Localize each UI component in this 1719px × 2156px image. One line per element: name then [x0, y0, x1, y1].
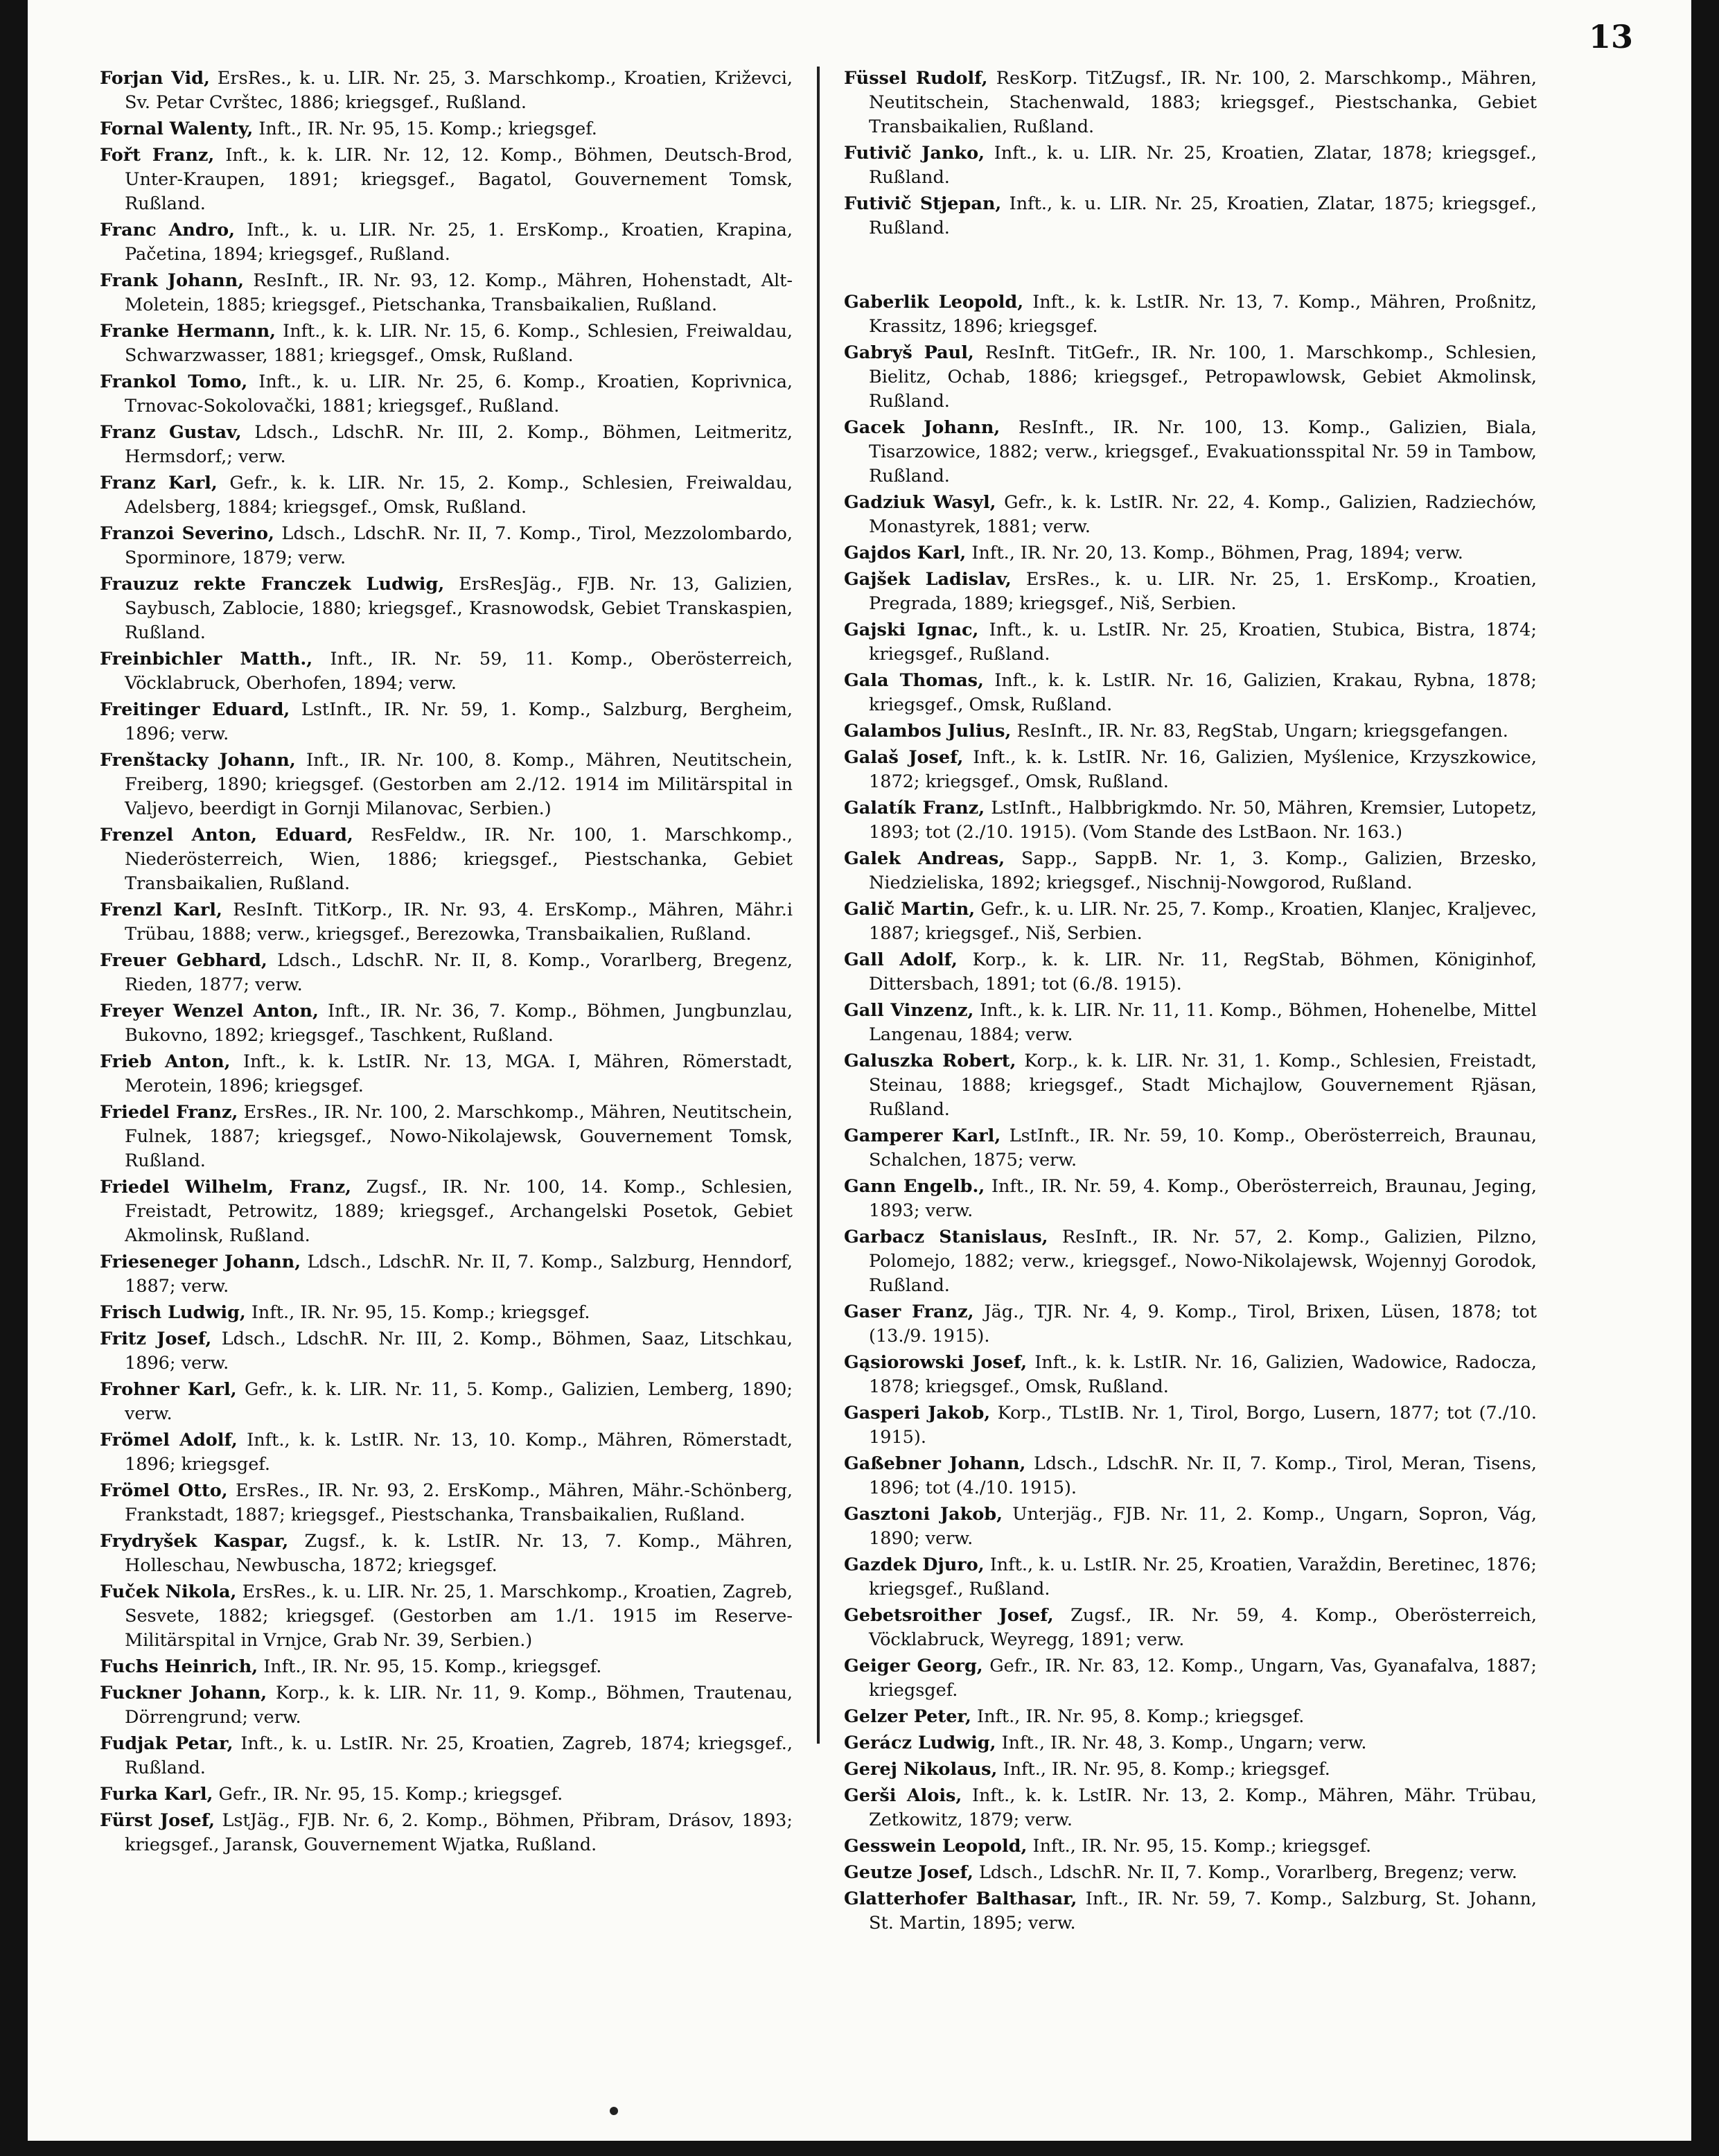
entry-name: Frauzuz rekte Franczek Ludwig,	[100, 574, 445, 595]
entry-details: Gefr., IR. Nr. 83, 12. Komp., Ungarn, Vas, Gyanafalva, 1887; kriegsgef.	[869, 1656, 1537, 1701]
register-entry	[844, 1834, 1537, 1859]
entry-details: ErsRes., IR. Nr. 100, 2. Marschkomp., Mähren, Neutitschein, Fulnek, 1887; kriegsgef., Nowo-Nikolajewsk, Gouvernement Tomsk, Rußland.	[125, 1102, 793, 1171]
entry-details: Inft., IR. Nr. 59, 11. Komp., Oberösterreich, Vöcklabruck, Oberhofen, 1894; verw.	[125, 649, 793, 694]
entry-details: ResInft., IR. Nr. 93, 12. Komp., Mähren, Hohenstadt, Alt-Moletein, 1885; kriegsgef., Pietschanka, Transbaikalien, Rußland.	[125, 270, 793, 315]
register-entry	[100, 1050, 793, 1098]
register-entry	[844, 1553, 1537, 1602]
entry-name: Frömel Otto,	[100, 1480, 228, 1501]
entry-details: Ldsch., LdschR. Nr. II, 7. Komp., Salzburg, Henndorf, 1887; verw.	[125, 1252, 793, 1297]
register-entry	[844, 1705, 1537, 1729]
entry-details: Inft., IR. Nr. 100, 8. Komp., Mähren, Neutitschein, Freiberg, 1890; kriegsgef. (Gestorben am 2./12. 1914 im Militärspital in Valjevo, beerdigt in Gornji Milanovac, Serbien.)	[125, 750, 793, 819]
entry-name: Gaßebner Johann,	[844, 1453, 1026, 1474]
entry-details: Ldsch., LdschR. Nr. II, 7. Komp., Tirol, Meran, Tisens, 1896; tot (4./10. 1915).	[869, 1453, 1537, 1498]
register-entry	[844, 897, 1537, 946]
entry-name: Frank Johann,	[100, 270, 244, 291]
register-entry	[844, 1502, 1537, 1551]
entry-details: Korp., k. k. LIR. Nr. 31, 1. Komp., Schlesien, Freistadt, Steinau, 1888; kriegsgef., Stadt Michajlow, Gouvernement Rjäsan, Rußland.	[869, 1051, 1537, 1120]
entry-details: ErsRes., k. u. LIR. Nr. 25, 1. Marschkomp., Kroatien, Zagreb, Sesvete, 1882; kriegsgef. (Gestorben am 1./1. 1915 im Reserve-Militärspital in Vrnjce, Grab Nr. 39, Serbien.)	[125, 1581, 793, 1651]
register-entry	[844, 618, 1537, 667]
entry-details: Inft., IR. Nr. 59, 4. Komp., Oberösterreich, Braunau, Jeging, 1893; verw.	[869, 1176, 1537, 1221]
entry-name: Gelzer Peter,	[844, 1706, 971, 1727]
entry-details: Korp., k. k. LIR. Nr. 11, RegStab, Böhmen, Königinhof, Dittersbach, 1891; tot (6./8. 1915).	[869, 949, 1537, 994]
entry-name: Garbacz Stanislaus,	[844, 1227, 1048, 1247]
entry-name: Franz Gustav,	[100, 422, 242, 443]
entry-details: Ldsch., LdschR. Nr. II, 7. Komp., Tirol, Mezzolombardo, Sporminore, 1879; verw.	[125, 523, 793, 568]
entry-details: Inft., k. k. LIR. Nr. 12, 12. Komp., Böhmen, Deutsch-Brod, Unter-Kraupen, 1891; kriegsgef., Bagatol, Gouvernement Tomsk, Rußland.	[125, 145, 793, 214]
register-entry	[844, 669, 1537, 717]
entry-details: Korp., k. k. LIR. Nr. 11, 9. Komp., Böhmen, Trautenau, Dörrengrund; verw.	[125, 1683, 793, 1728]
entry-name: Glatterhofer Balthasar,	[844, 1888, 1077, 1909]
entry-details: Inft., k. u. LIR. Nr. 25, 1. ErsKomp., Kroatien, Krapina, Pačetina, 1894; kriegsgef., Rußland.	[125, 220, 793, 265]
entry-details: Jäg., TJR. Nr. 4, 9. Komp., Tirol, Brixen, Lüsen, 1878; tot (13./9. 1915).	[869, 1302, 1537, 1347]
register-entry	[100, 572, 793, 645]
entry-details: Zugsf., k. k. LstIR. Nr. 13, 7. Komp., Mähren, Holleschau, Newbuscha, 1872; kriegsgef.	[125, 1531, 793, 1576]
entry-details: Inft., k. k. LstIR. Nr. 13, 7. Komp., Mähren, Proßnitz, Krassitz, 1896; kriegsgef.	[869, 292, 1537, 337]
entry-name: Furka Karl,	[100, 1784, 213, 1805]
entry-details: Inft., k. k. LstIR. Nr. 13, 2. Komp., Mähren, Mähr. Trübau, Zetkowitz, 1879; verw.	[869, 1785, 1537, 1830]
register-entry	[844, 568, 1537, 616]
entry-name: Fuchs Heinrich,	[100, 1656, 258, 1677]
register-entry	[844, 1887, 1537, 1936]
entry-details: Ldsch., LdschR. Nr. II, 8. Komp., Vorarlberg, Bregenz, Rieden, 1877; verw.	[125, 950, 793, 995]
entry-name: Galatík Franz,	[844, 798, 985, 818]
entry-name: Fuček Nikola,	[100, 1581, 237, 1602]
register-entry	[844, 847, 1537, 895]
register-entry	[100, 218, 793, 267]
entry-details: LstJäg., FJB. Nr. 6, 2. Komp., Böhmen, Přibram, Drásov, 1893; kriegsgef., Jaransk, Gouvernement Wjatka, Rußland.	[125, 1810, 793, 1855]
entry-name: Gąsiorowski Josef,	[844, 1352, 1028, 1373]
entry-name: Franke Hermann,	[100, 321, 276, 342]
entry-name: Gajski Ignac,	[844, 620, 979, 640]
entry-details: Gefr., k. u. LIR. Nr. 25, 7. Komp., Kroatien, Klanjec, Kraljevec, 1887; kriegsgef., Niš, Serbien.	[869, 899, 1537, 944]
entry-details: Korp., TLstIB. Nr. 1, Tirol, Borgo, Lusern, 1877; tot (7./10. 1915).	[869, 1403, 1537, 1448]
register-entry	[100, 1782, 793, 1807]
entry-details: Ldsch., LdschR. Nr. II, 7. Komp., Vorarlberg, Bregenz; verw.	[978, 1862, 1517, 1883]
register-entry	[844, 1758, 1537, 1782]
right-column	[844, 67, 1537, 1938]
register-entry	[844, 141, 1537, 190]
entry-name: Gamperer Karl,	[844, 1125, 1001, 1146]
register-entry	[100, 1250, 793, 1299]
register-entry	[100, 1530, 793, 1578]
register-entry	[844, 1225, 1537, 1298]
entry-name: Gaser Franz,	[844, 1302, 974, 1322]
entry-name: Fornal Walenty,	[100, 119, 254, 139]
register-entry	[844, 1731, 1537, 1755]
register-entry	[844, 948, 1537, 997]
entry-details: Inft., k. k. LstIR. Nr. 16, Galizien, Myślenice, Krzyszkowice, 1872; kriegsgef., Omsk, Rußland.	[869, 747, 1537, 792]
entry-details: Inft., IR. Nr. 95, 8. Komp.; kriegsgef.	[1003, 1759, 1330, 1780]
entry-name: Fritz Josef,	[100, 1329, 212, 1349]
entry-details: Inft., IR. Nr. 95, 15. Komp.; kriegsgef.	[258, 119, 597, 139]
register-entry	[100, 1580, 793, 1653]
entry-details: Unterjäg., FJB. Nr. 11, 2. Komp., Ungarn, Sopron, Vág, 1890; verw.	[869, 1504, 1537, 1549]
entry-name: Gann Engelb.,	[844, 1176, 985, 1197]
entry-name: Gajšek Ladislav,	[844, 569, 1012, 590]
print-mark	[610, 2107, 618, 2115]
register-entry	[844, 719, 1537, 744]
entry-name: Freyer Wenzel Anton,	[100, 1001, 319, 1022]
entry-name: Galič Martin,	[844, 899, 976, 920]
entry-name: Galaš Josef,	[844, 747, 964, 768]
register-entry	[844, 1401, 1537, 1450]
register-entry	[844, 1124, 1537, 1173]
entry-name: Forjan Vid,	[100, 68, 210, 89]
register-entry	[100, 949, 793, 997]
entry-details: Inft., IR. Nr. 95, 15. Komp.; kriegsgef.	[251, 1302, 590, 1323]
entry-name: Gadziuk Wasyl,	[844, 492, 996, 513]
register-entry	[100, 522, 793, 570]
register-entry	[844, 290, 1537, 339]
entry-name: Friedel Wilhelm, Franz,	[100, 1177, 351, 1198]
entry-name: Frankol Tomo,	[100, 371, 248, 392]
entry-details: Inft., k. u. LstIR. Nr. 25, Kroatien, Stubica, Bistra, 1874; kriegsgef., Rußland.	[869, 620, 1537, 665]
entry-details: Inft., k. k. LstIR. Nr. 13, 10. Komp., Mähren, Römerstadt, 1896; kriegsgef.	[125, 1430, 793, 1475]
entry-details: ErsRes., IR. Nr. 93, 2. ErsKomp., Mähren, Mähr.-Schönberg, Frankstadt, 1887; kriegsgef., Piestschanka, Transbaikalien, Rußland.	[125, 1480, 793, 1525]
register-entry	[100, 370, 793, 419]
register-entry	[100, 647, 793, 696]
entry-name: Friedel Franz,	[100, 1102, 238, 1123]
entry-name: Freuer Gebhard,	[100, 950, 267, 971]
register-entry	[100, 1378, 793, 1426]
entry-details: ResInft., IR. Nr. 83, RegStab, Ungarn; kriegsgefangen.	[1016, 721, 1508, 742]
entry-name: Freitinger Eduard,	[100, 699, 290, 720]
left-column	[100, 67, 793, 1859]
register-entry	[844, 1654, 1537, 1703]
entry-details: Inft., IR. Nr. 20, 13. Komp., Böhmen, Prag, 1894; verw.	[971, 543, 1463, 563]
entry-details: Gefr., k. k. LIR. Nr. 15, 2. Komp., Schlesien, Freiwaldau, Adelsberg, 1884; kriegsgef., Omsk, Rußland.	[125, 473, 793, 518]
column-divider	[817, 67, 820, 1744]
register-entry	[844, 341, 1537, 414]
register-entry	[100, 319, 793, 368]
register-entry	[844, 1175, 1537, 1223]
entry-name: Gerej Nikolaus,	[844, 1759, 998, 1780]
entry-details: Ldsch., LdschR. Nr. III, 2. Komp., Böhmen, Saaz, Litschkau, 1896; verw.	[125, 1329, 793, 1374]
register-entry	[100, 1301, 793, 1325]
entry-name: Frisch Ludwig,	[100, 1302, 246, 1323]
entry-name: Galuszka Robert,	[844, 1051, 1016, 1071]
entry-details: Inft., IR. Nr. 95, 8. Komp.; kriegsgef.	[977, 1706, 1305, 1727]
entry-name: Franz Karl,	[100, 473, 218, 493]
register-entry	[100, 999, 793, 1048]
register-entry	[100, 1655, 793, 1679]
register-entry	[844, 796, 1537, 845]
entry-details: Inft., k. k. LstIR. Nr. 16, Galizien, Krakau, Rybna, 1878; kriegsgef., Omsk, Rußland.	[869, 670, 1537, 715]
entry-details: Sapp., SappB. Nr. 1, 3. Komp., Galizien, Brzesko, Niedzieliska, 1892; kriegsgef., Nischnij-Nowgorod, Rußland.	[869, 848, 1537, 893]
register-entry	[844, 1604, 1537, 1652]
entry-details: ErsResJäg., FJB. Nr. 13, Galizien, Saybusch, Zablocie, 1880; kriegsgef., Krasnowodsk, Gebiet Transkaspien, Rußland.	[125, 574, 793, 643]
entry-details: Zugsf., IR. Nr. 59, 4. Komp., Oberösterreich, Vöcklabruck, Weyregg, 1891; verw.	[869, 1605, 1537, 1650]
entry-name: Frömel Adolf,	[100, 1430, 238, 1451]
entry-name: Gasperi Jakob,	[844, 1403, 991, 1423]
entry-name: Frydryšek Kaspar,	[100, 1531, 289, 1552]
entry-name: Fořt Franz,	[100, 145, 215, 166]
register-entry	[844, 1452, 1537, 1500]
entry-name: Gajdos Karl,	[844, 543, 967, 563]
entry-name: Franc Andro,	[100, 220, 235, 240]
register-entry	[100, 67, 793, 115]
register-entry	[844, 1300, 1537, 1349]
entry-details: ResInft., IR. Nr. 57, 2. Komp., Galizien, Pilzno, Polomejo, 1882; verw., kriegsgef., Nowo-Nikolajewsk, Wojennyj Gorodok, Rußland.	[869, 1227, 1537, 1296]
entry-details: Inft., IR. Nr. 48, 3. Komp., Ungarn; verw.	[1001, 1733, 1367, 1753]
entry-name: Gerácz Ludwig,	[844, 1733, 996, 1753]
entry-details: Inft., IR. Nr. 59, 7. Komp., Salzburg, St. Johann, St. Martin, 1895; verw.	[869, 1888, 1537, 1934]
entry-name: Füssel Rudolf,	[844, 68, 988, 89]
entry-details: ResInft. TitGefr., IR. Nr. 100, 1. Marschkomp., Schlesien, Bielitz, Ochab, 1886; kriegsgef., Petropawlowsk, Gebiet Akmolinsk, Rußland.	[869, 342, 1537, 412]
entry-name: Gebetsroither Josef,	[844, 1605, 1054, 1626]
entry-name: Frenzl Karl,	[100, 900, 222, 920]
entry-name: Fudjak Petar,	[100, 1733, 233, 1754]
register-entry	[100, 1809, 793, 1857]
register-entry	[100, 1732, 793, 1780]
register-entry	[844, 67, 1537, 139]
entry-name: Freinbichler Matth.,	[100, 649, 313, 669]
entry-details: Gefr., k. k. LstIR. Nr. 22, 4. Komp., Galizien, Radziechów, Monastyrek, 1881; verw.	[869, 492, 1537, 537]
entry-name: Gabryš Paul,	[844, 342, 974, 363]
entry-details: Inft., IR. Nr. 95, 15. Komp.; kriegsgef.	[1032, 1836, 1372, 1857]
entry-name: Gerši Alois,	[844, 1785, 962, 1806]
entry-name: Futivič Stjepan,	[844, 193, 1002, 214]
entry-name: Gala Thomas,	[844, 670, 984, 691]
register-entry	[844, 1049, 1537, 1122]
register-entry	[100, 748, 793, 821]
entry-details: Inft., k. k. LIR. Nr. 15, 6. Komp., Schlesien, Freiwaldau, Schwarzwasser, 1881; kriegsgef., Omsk, Rußland.	[125, 321, 793, 366]
entry-name: Gazdek Djuro,	[844, 1554, 985, 1575]
register-entry	[100, 898, 793, 947]
entry-details: Inft., IR. Nr. 36, 7. Komp., Böhmen, Jungbunzlau, Bukovno, 1892; kriegsgef., Taschkent, Rußland.	[125, 1001, 793, 1046]
register-entry	[100, 698, 793, 746]
entry-name: Geiger Georg,	[844, 1656, 983, 1676]
entry-details: Inft., k. u. LstIR. Nr. 25, Kroatien, Zagreb, 1874; kriegsgef., Rußland.	[125, 1733, 793, 1778]
register-entry	[844, 999, 1537, 1047]
entry-details: ResKorp. TitZugsf., IR. Nr. 100, 2. Marschkomp., Mähren, Neutitschein, Stachenwald, 1883; kriegsgef., Piestschanka, Gebiet Transbaikalien, Rußland.	[869, 68, 1537, 137]
entry-details: ResInft., IR. Nr. 100, 13. Komp., Galizien, Biala, Tisarzowice, 1882; verw., kriegsgef., Evakuationsspital Nr. 59 in Tambow, Rußland.	[869, 417, 1537, 487]
register-entry	[100, 1428, 793, 1477]
entry-name: Geutze Josef,	[844, 1862, 973, 1883]
entry-name: Gall Adolf,	[844, 949, 958, 970]
entry-details: Inft., k. k. LstIR. Nr. 13, MGA. I, Mähren, Römerstadt, Merotein, 1896; kriegsgef.	[125, 1051, 793, 1096]
entry-details: Inft., k. u. LIR. Nr. 25, Kroatien, Zlatar, 1875; kriegsgef., Rußland.	[869, 193, 1537, 238]
entry-details: Inft., k. k. LIR. Nr. 11, 11. Komp., Böhmen, Hohenelbe, Mittel Langenau, 1884; verw.	[869, 1000, 1537, 1045]
entry-name: Gesswein Leopold,	[844, 1836, 1028, 1857]
register-entry	[100, 269, 793, 317]
entry-name: Fürst Josef,	[100, 1810, 215, 1831]
entry-details: ResFeldw., IR. Nr. 100, 1. Marschkomp., Niederösterreich, Wien, 1886; kriegsgef., Piestschanka, Gebiet Transbaikalien, Rußland.	[125, 825, 793, 894]
register-entry	[844, 541, 1537, 566]
entry-details: Inft., k. k. LstIR. Nr. 16, Galizien, Wadowice, Radocza, 1878; kriegsgef., Omsk, Rußland.	[869, 1352, 1537, 1397]
register-entry	[100, 1681, 793, 1730]
register-entry	[100, 823, 793, 896]
register-entry	[100, 1327, 793, 1376]
register-entry	[844, 1351, 1537, 1399]
entry-name: Galambos Julius,	[844, 721, 1012, 742]
register-entry	[100, 1479, 793, 1527]
entry-details: ResInft. TitKorp., IR. Nr. 93, 4. ErsKomp., Mähren, Mähr.i Trübau, 1888; verw., kriegsgef., Berezowka, Transbaikalien, Rußland.	[125, 900, 793, 945]
entry-name: Frieb Anton,	[100, 1051, 231, 1072]
entry-details: LstInft., Halbbrigkmdo. Nr. 50, Mähren, Kremsier, Lutopetz, 1893; tot (2./10. 1915). (Vom Stande des LstBaon. Nr. 163.)	[869, 798, 1537, 843]
entry-details: LstInft., IR. Nr. 59, 10. Komp., Oberösterreich, Braunau, Schalchen, 1875; verw.	[869, 1125, 1537, 1171]
register-entry	[100, 1175, 793, 1248]
register-entry	[844, 491, 1537, 539]
entry-name: Gacek Johann,	[844, 417, 1000, 438]
entry-name: Franzoi Severino,	[100, 523, 274, 544]
entry-details: Gefr., k. k. LIR. Nr. 11, 5. Komp., Galizien, Lemberg, 1890; verw.	[125, 1379, 793, 1424]
entry-details: Gefr., IR. Nr. 95, 15. Komp.; kriegsgef.	[218, 1784, 563, 1805]
register-entry	[844, 1861, 1537, 1885]
entry-details: Ldsch., LdschR. Nr. III, 2. Komp., Böhmen, Leitmeritz, Hermsdorf,; verw.	[125, 422, 793, 467]
page-number: 13	[1588, 18, 1633, 55]
entry-details: Zugsf., IR. Nr. 100, 14. Komp., Schlesien, Freistadt, Petrowitz, 1889; kriegsgef., Archangelski Posetok, Gebiet Akmolinsk, Rußland.	[125, 1177, 793, 1246]
entry-name: Fuckner Johann,	[100, 1683, 267, 1703]
entry-name: Galek Andreas,	[844, 848, 1005, 869]
entry-name: Frieseneger Johann,	[100, 1252, 301, 1272]
entry-details: LstInft., IR. Nr. 59, 1. Komp., Salzburg, Bergheim, 1896; verw.	[125, 699, 793, 744]
register-entry	[844, 192, 1537, 240]
register-entry	[100, 143, 793, 216]
entry-details: Inft., IR. Nr. 95, 15. Komp., kriegsgef.	[263, 1656, 602, 1677]
entry-name: Frenzel Anton, Eduard,	[100, 825, 353, 845]
register-entry	[100, 421, 793, 469]
entry-details: Inft., k. u. LIR. Nr. 25, 6. Komp., Kroatien, Koprivnica, Trnovac-Sokolovački, 1881; kriegsgef., Rußland.	[125, 371, 793, 417]
entry-name: Frohner Karl,	[100, 1379, 237, 1400]
entry-name: Gaberlik Leopold,	[844, 292, 1024, 313]
register-entry	[100, 1101, 793, 1173]
entry-name: Gall Vinzenz,	[844, 1000, 974, 1021]
entry-details: Inft., k. u. LstIR. Nr. 25, Kroatien, Varaždin, Beretinec, 1876; kriegsgef., Rußland.	[869, 1554, 1537, 1600]
entry-name: Gasztoni Jakob,	[844, 1504, 1003, 1525]
entry-details: Inft., k. u. LIR. Nr. 25, Kroatien, Zlatar, 1878; kriegsgef., Rußland.	[869, 143, 1537, 188]
entry-details: ErsRes., k. u. LIR. Nr. 25, 3. Marschkomp., Kroatien, Križevci, Sv. Petar Cvrštec, 1886; kriegsgef., Rußland.	[125, 68, 793, 113]
register-entry	[100, 117, 793, 141]
register-entry	[844, 1784, 1537, 1832]
register-entry	[844, 416, 1537, 489]
entry-name: Frenštacky Johann,	[100, 750, 296, 771]
register-entry	[844, 746, 1537, 794]
register-entry	[100, 471, 793, 520]
entry-name: Futivič Janko,	[844, 143, 985, 164]
entry-details: ErsRes., k. u. LIR. Nr. 25, 1. ErsKomp., Kroatien, Pregrada, 1889; kriegsgef., Niš, Serbien.	[869, 569, 1537, 614]
